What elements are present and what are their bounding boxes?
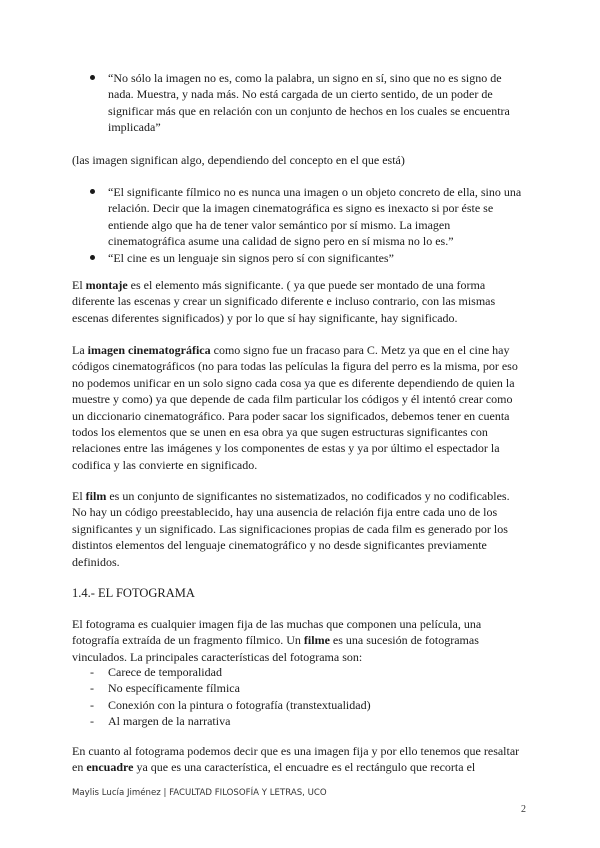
bold-term: imagen cinematográfica [87,343,211,357]
bold-term: film [85,489,107,503]
list-item: - Al margen de la narrativa [90,714,231,729]
quote-list-1 [72,70,522,136]
footer-author: Maylis Lucía Jiménez | FACULTAD FILOSOFÍA Y LETRAS, UCO [72,788,327,798]
list-item: - Conexión con la pintura o fotografía (transtextualidad) [90,697,371,712]
list-item: - No específicamente fílmica [90,681,240,696]
paragraph-montaje: El montaje es el elemento más significante. ( ya que puede ser montado de una forma diferente las escenas y crear un significado diferente e incluso contrario, con las mismas escenas diferentes significados) y por lo que sí hay significante, hay significado. [72,278,496,325]
page-number: 2 [521,804,526,815]
quote-list-2 [72,184,522,266]
bullet-icon [90,255,95,260]
paragraph-fotograma: El fotograma es cualquier imagen fija de las muchas que componen una película, una fotografía extraída de un fragmento fílmico. Un filme es una sucesión de fotogramas vinculados. La principales características del fotograma son: [72,617,482,664]
list-item: - Carece de temporalidad [90,665,222,679]
list-item [72,250,522,266]
quote-text: “El significante fílmico no es nunca una imagen o un objeto concreto de ella, sino una relación. Decir que la imagen cinematográfica es signo es inexacto si por éste se entiende algo que ha de tener valor semántico por sí mismo. La imagen cinematográfica asume una calidad de signo pero en sí misma no lo es.” [108,185,522,249]
dash-icon: - [90,697,94,712]
note-paragraph: (las imagen significan algo, dependiendo del concepto en el que está) [72,153,405,167]
bold-term: montaje [85,278,128,292]
characteristics-list [90,664,520,730]
list-item [72,70,522,136]
quote-text: “El cine es un lenguaje sin signos pero sí con significantes” [108,250,394,265]
paragraph-film: El film es un conjunto de significantes no sistematizados, no codificados y no codificables. No hay un código preestablecido, hay una ausencia de relación fija entre cada uno de los significantes y un significado. Las significaciones propias de cada film es generado por los distintos elementos del lenguaje cinematográfico y no desde significantes previamente definidos. [72,489,510,569]
bullet-icon [90,189,95,194]
bold-term: encuadre [86,760,134,775]
section-heading: 1.4.- EL FOTOGRAMA [72,586,195,600]
dash-icon: - [90,665,94,679]
paragraph-encuadre: En cuanto al fotograma podemos decir que es una imagen fija y por ello tenemos que resaltar en encuadre ya que es una característica, el encuadre es el rectángulo que recorta el [72,744,520,775]
bold-term: filme [303,633,330,648]
paragraph-imagen-cinematografica: La imagen cinematográfica como signo fue un fracaso para C. Metz ya que en el cine hay códigos cinematográficos (no para todas las películas la figura del perro es la misma, por eso no podemos unificar en un solo signo cada cosa ya que es diferente dependiendo de quien la muestre y como) ya que depende de cada film particular los códigos y él intentó crear como un diccionario cinematográfico. Para poder sacar los significados, debemos tener en cuenta todos los elementos que se unen en esa obra ya que sugen estructuras significantes con relaciones entre las imágenes y los componentes de estas y ya por último el espectador la codifica y las convierte en significado. [72,343,518,472]
quote-text: “No sólo la imagen no es, como la palabra, un signo en sí, sino que no es signo de nada. Muestra, y nada más. No está cargada de un cierto sentido, de un poder de significar más que en relación con un conjunto de hechos en los cuales se encuentra implicada” [108,71,510,135]
dash-icon: - [90,714,94,729]
dash-icon: - [90,681,94,696]
list-item [72,184,522,250]
bullet-icon [90,75,95,80]
